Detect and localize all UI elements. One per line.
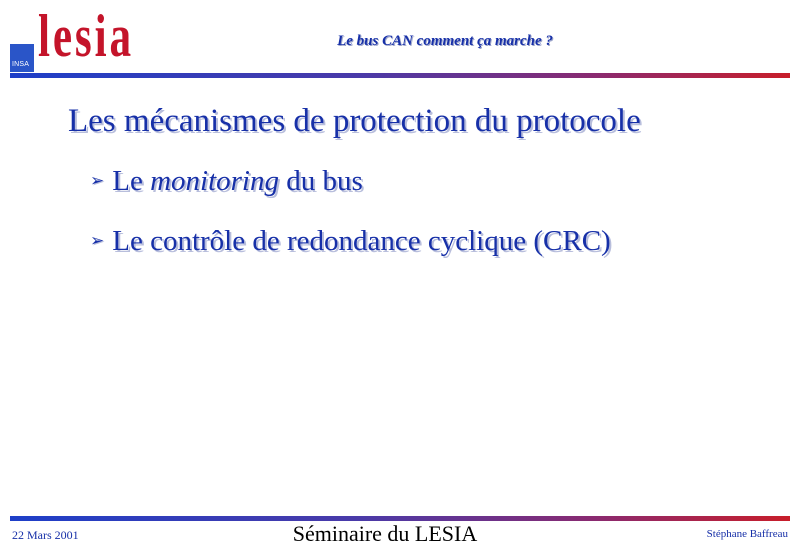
bullet-item-crc bbox=[90, 225, 611, 258]
logo-insa-text: INSA bbox=[12, 61, 30, 68]
bullet-text-emphasis: monitoring bbox=[150, 165, 279, 197]
header-divider bbox=[10, 73, 790, 78]
bullet-text: Le contrôle de redondance cyclique (CRC) bbox=[112, 225, 611, 257]
slide-heading: Les mécanismes de protection du protocole bbox=[68, 103, 641, 139]
arrow-bullet-icon: ➢ bbox=[90, 231, 105, 251]
bullet-item-monitoring bbox=[90, 165, 363, 198]
header-title: Le bus CAN comment ça marche ? bbox=[337, 33, 553, 49]
bullet-text-before: Le bbox=[112, 165, 151, 197]
bullet-text-after: du bus bbox=[279, 165, 363, 197]
arrow-bullet-icon: ➢ bbox=[90, 171, 105, 191]
footer-date: 22 Mars 2001 bbox=[12, 528, 79, 542]
footer-seminar-title: Séminaire du LESIA bbox=[292, 521, 478, 546]
footer-author: Stéphane Baffreau bbox=[706, 528, 788, 540]
logo-wordmark: lesia bbox=[38, 3, 134, 69]
